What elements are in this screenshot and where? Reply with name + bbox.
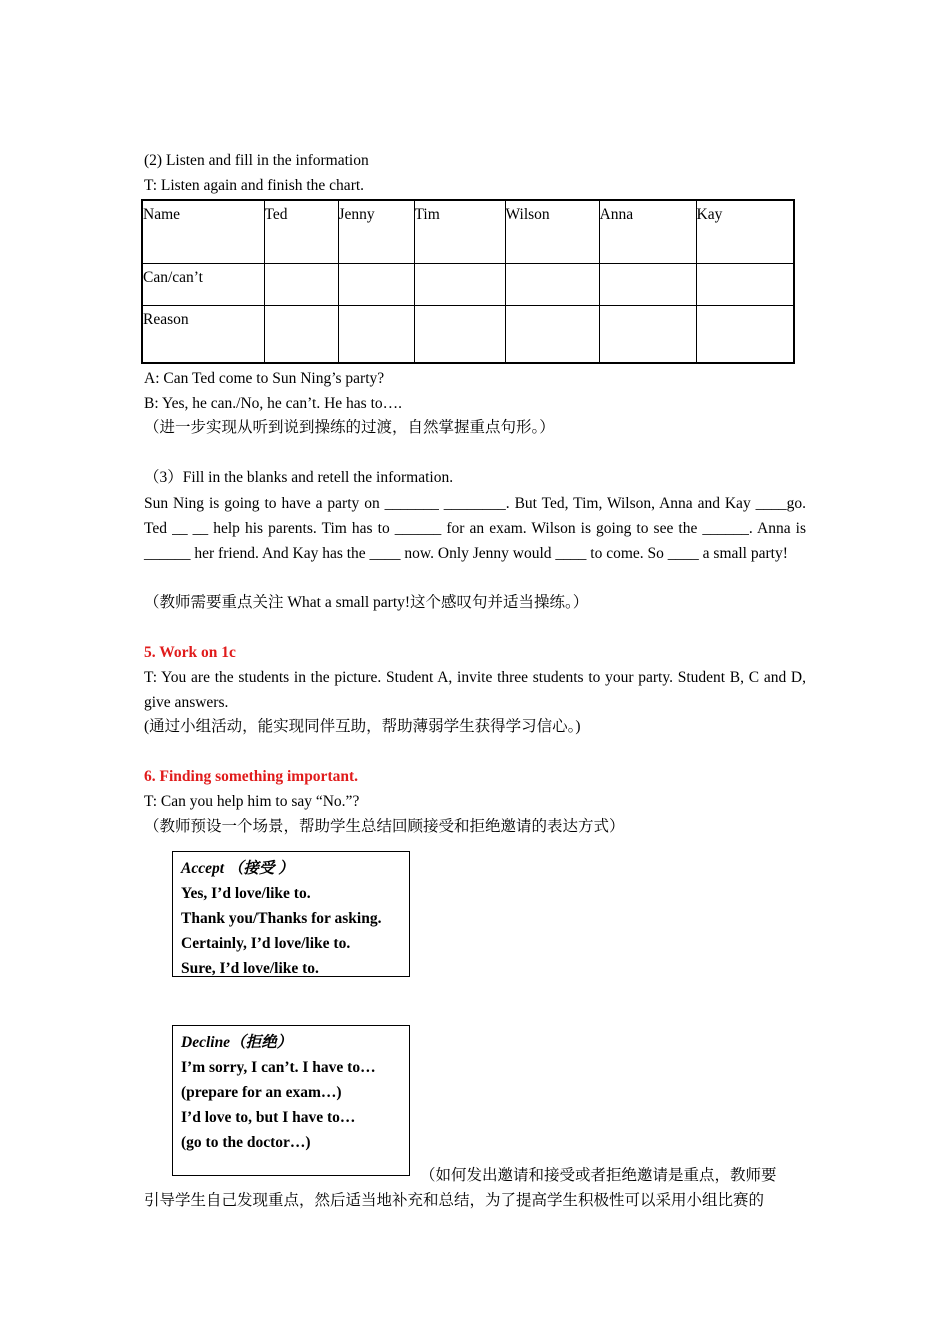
section-5-heading: 5. Work on 1c <box>144 644 236 661</box>
decline-phrase: I’m sorry, I can’t. I have to… <box>181 1059 376 1076</box>
accept-box <box>172 851 410 977</box>
dialog-line-a: A: Can Ted come to Sun Ning’s party? <box>144 370 385 387</box>
teacher-note-line-2: 引导学生自己发现重点，然后适当地补充和总结，为了提高学生积极性可以采用小组比赛的 <box>144 1192 765 1209</box>
teacher-note: (通过小组活动，能实现同伴互助，帮助薄弱学生获得学习信心。) <box>144 718 581 735</box>
blank-cell[interactable] <box>414 263 505 305</box>
row-label: Can/can’t <box>142 263 264 305</box>
blank-cell[interactable] <box>599 263 696 305</box>
section-2-heading: (2) Listen and fill in the information <box>144 152 369 169</box>
section-3-heading: （3）Fill in the blanks and retell the information. <box>144 469 454 486</box>
teacher-note: （教师需要重点关注 What a small party!这个感叹句并适当操练。） <box>144 594 589 611</box>
accept-phrase: Sure, I’d love/like to. <box>181 960 319 977</box>
header-cell: Ted <box>264 200 338 263</box>
table-row <box>142 263 794 305</box>
blank-cell[interactable] <box>505 305 599 363</box>
blank-cell[interactable] <box>338 263 414 305</box>
decline-title: Decline（拒绝） <box>181 1034 293 1051</box>
blank-cell[interactable] <box>414 305 505 363</box>
blank-cell[interactable] <box>599 305 696 363</box>
teacher-note: （教师预设一个场景，帮助学生总结回顾接受和拒绝邀请的表达方式） <box>144 818 625 835</box>
chart-instruction: T: Listen again and finish the chart. <box>144 177 365 194</box>
row-label: Reason <box>142 305 264 363</box>
decline-phrase: (prepare for an exam…) <box>181 1084 342 1101</box>
blank-cell[interactable] <box>264 305 338 363</box>
header-cell: Wilson <box>505 200 599 263</box>
header-cell: Kay <box>696 200 794 263</box>
accept-title: Accept （接受 ） <box>181 860 294 877</box>
blank-cell[interactable] <box>696 263 794 305</box>
table-header-row <box>142 200 794 263</box>
section-5-paragraph: T: You are the students in the picture. Student A, invite three students to your party. Student B, C and D, give answers. <box>144 669 806 711</box>
header-cell: Jenny <box>338 200 414 263</box>
information-chart <box>141 199 795 364</box>
section-6-question: T: Can you help him to say “No.”? <box>144 793 360 810</box>
blank-cell[interactable] <box>264 263 338 305</box>
blank-cell[interactable] <box>696 305 794 363</box>
decline-box <box>172 1025 410 1176</box>
blank-cell[interactable] <box>505 263 599 305</box>
fill-blanks-paragraph: Sun Ning is going to have a party on _______ ________. But Ted, Tim, Wilson, Anna and Kay ____go. Ted __ __ help his parents. Tim has to ______ for an exam. Wilson is going to see the ______. Anna is ______ her friend. And Kay has the ____ now. Only Jenny would ____ to come. So ____ a small party! <box>144 495 806 562</box>
header-cell: Anna <box>599 200 696 263</box>
accept-phrase: Certainly, I’d love/like to. <box>181 935 351 952</box>
header-cell: Tim <box>414 200 505 263</box>
table-row <box>142 305 794 363</box>
header-cell: Name <box>142 200 264 263</box>
section-6-heading: 6. Finding something important. <box>144 768 359 785</box>
teacher-note: （进一步实现从听到说到操练的过渡，自然掌握重点句形。） <box>144 419 555 436</box>
blank-cell[interactable] <box>338 305 414 363</box>
decline-phrase: (go to the doctor…) <box>181 1134 311 1151</box>
accept-phrase: Thank you/Thanks for asking. <box>181 910 382 927</box>
decline-phrase: I’d love to, but I have to… <box>181 1109 356 1126</box>
dialog-line-b: B: Yes, he can./No, he can’t. He has to…. <box>144 395 403 412</box>
teacher-note-line-1: （如何发出邀请和接受或者拒绝邀请是重点，教师要 <box>420 1167 777 1184</box>
accept-phrase: Yes, I’d love/like to. <box>181 885 311 902</box>
